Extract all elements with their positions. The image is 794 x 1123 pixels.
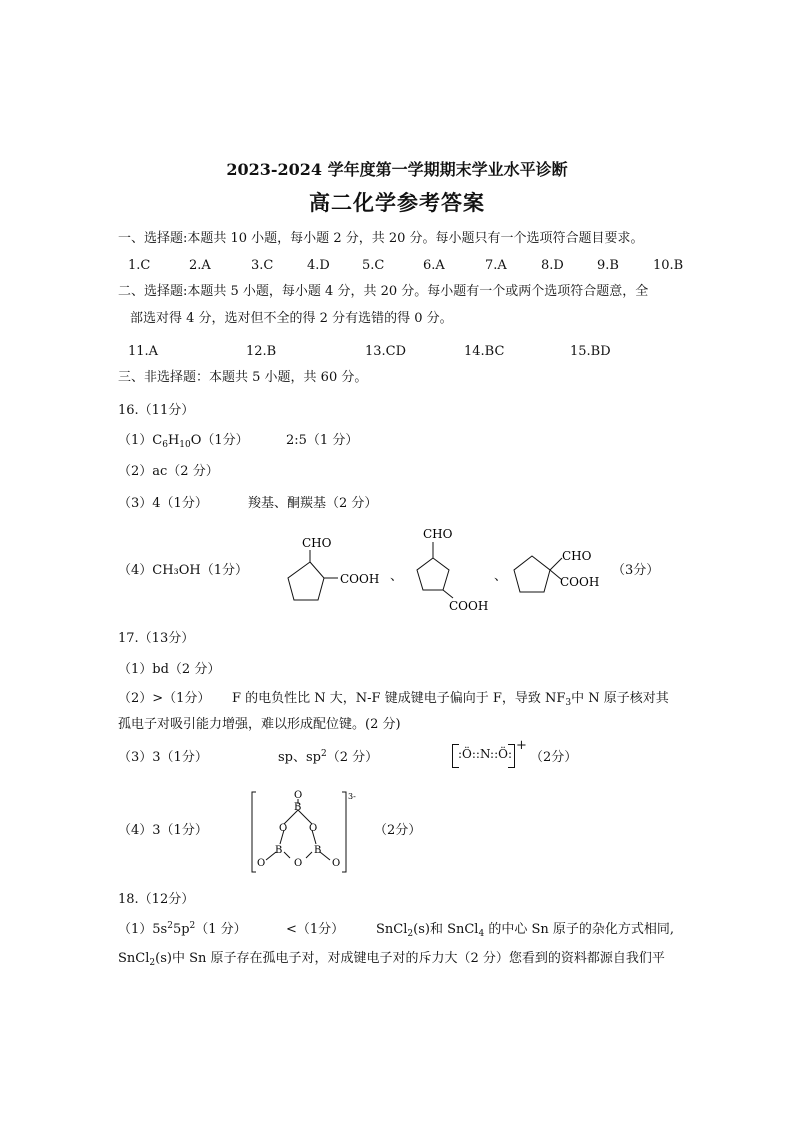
q16-line1-right: 2:5（1 分） <box>286 433 359 448</box>
bracket-right <box>508 744 515 768</box>
atom-b: B <box>275 845 283 856</box>
q17-l2-right-prefix: F 的电负性比 N 大，N-F 键成键电子偏向于 F，导致 NF <box>232 691 566 706</box>
q16-title: 16.（11分） <box>118 403 195 418</box>
q18-l1c-sub1: 2 <box>407 929 414 939</box>
q17-line3-left: （3）3（1分） <box>118 750 208 765</box>
q17-title: 17.（13分） <box>118 631 195 646</box>
q18-l2-sub: 2 <box>149 958 156 968</box>
q16-line3-left: （3）4（1分） <box>118 496 208 511</box>
q18-line2 <box>118 950 665 968</box>
q18-line1-b: <（1分） <box>286 922 345 937</box>
answer-item: 4.D <box>307 258 330 273</box>
answer-item: 11.A <box>128 344 159 359</box>
q16-l1-suffix: O（1分） <box>190 433 249 448</box>
q18-l1a-prefix: （1）5s <box>118 922 168 937</box>
answer-item: 13.CD <box>365 344 407 359</box>
part1-heading: 一、选择题:本题共 10 小题，每小题 2 分，共 20 分。每小题只有一个选项符合题目要求。 <box>118 231 644 246</box>
answer-item: 10.B <box>653 258 684 273</box>
lewis-charge: + <box>516 738 527 753</box>
q17-line1: （1）bd（2 分） <box>118 662 221 677</box>
structure-cyclopentane-3 <box>508 540 618 600</box>
q17-l2-right-suffix: 中 N 原子核对其 <box>571 691 669 706</box>
q17-l3-mid-prefix: sp、sp <box>278 750 321 765</box>
part2-heading-line2: 部选对得 4 分，选对但不全的得 2 分有选错的得 0 分。 <box>130 311 453 326</box>
structure-b3o6-ring <box>246 786 366 878</box>
q16-line4-left: （4）CH₃OH（1分） <box>118 563 249 578</box>
atom-o: O <box>279 823 288 834</box>
answer-item: 5.C <box>362 258 385 273</box>
answer-item: 15.BD <box>570 344 611 359</box>
cooh-label: COOH <box>560 575 600 589</box>
q18-l1c-sub2: 4 <box>478 929 485 939</box>
part1-answer-row <box>128 257 688 275</box>
atom-b: B <box>294 802 302 813</box>
q17-line4-score: （2分） <box>374 823 422 838</box>
lewis-formula: :Ö::N::Ö: <box>458 747 513 761</box>
q17-l3-mid-suffix: （2 分） <box>326 750 379 765</box>
cooh-label: COOH <box>449 599 489 613</box>
atom-b: B <box>314 845 322 856</box>
q18-l2-prefix: SnCl <box>118 951 150 966</box>
page-title: 2023-2024 学年度第一学期期末学业水平诊断 <box>226 160 568 179</box>
cho-label: CHO <box>562 549 592 563</box>
q16-separator: 、 <box>390 569 404 584</box>
q17-line2-right <box>232 690 669 708</box>
answer-item: 9.B <box>597 258 619 273</box>
atom-o: O <box>294 790 303 801</box>
structure-cyclopentane-1 <box>280 520 400 610</box>
q18-l1c-prefix: SnCl <box>376 922 408 937</box>
cho-label: CHO <box>302 536 332 550</box>
answer-item: 6.A <box>423 258 445 273</box>
q16-l1-sub1: 6 <box>162 440 168 450</box>
page-subtitle: 高二化学参考答案 <box>309 190 485 215</box>
q18-l1a-suffix: （1 分） <box>195 922 247 937</box>
q16-separator: 、 <box>494 569 508 584</box>
q18-l1a-sup1: 2 <box>167 921 173 931</box>
answer-item: 7.A <box>485 258 507 273</box>
q17-line3-score: （2分） <box>530 750 578 765</box>
q18-title: 18.（12分） <box>118 892 195 907</box>
cho-label: CHO <box>423 527 453 541</box>
answer-item: 12.B <box>246 344 277 359</box>
answer-item: 3.C <box>251 258 274 273</box>
q17-line2-left: （2）>（1分） <box>118 691 211 706</box>
answer-item: 2.A <box>189 258 211 273</box>
q16-l1-prefix: （1）C <box>118 433 163 448</box>
atom-o: O <box>332 858 341 869</box>
q18-l2-suffix: (s)中 Sn 原子存在孤电子对，对成键电子对的斥力大（2 分）您看到的资料都源自我们平 <box>155 951 665 966</box>
part2-heading-line1: 二、选择题:本题共 5 小题，每小题 4 分，共 20 分。每小题有一个或两个选项符合题意，全 <box>118 284 649 299</box>
ring-charge: 3- <box>348 792 356 801</box>
q18-l1a-mid: 5p <box>172 922 190 937</box>
lewis-structure-no2-plus <box>452 738 527 768</box>
q17-line4-left: （4）3（1分） <box>118 823 208 838</box>
q18-line1-a <box>118 921 247 939</box>
atom-o: O <box>309 823 318 834</box>
cooh-label: COOH <box>340 572 380 586</box>
q16-l1-sub2: 10 <box>179 440 191 450</box>
q16-line2: （2）ac（2 分） <box>118 464 219 479</box>
structure-cyclopentane-2 <box>405 522 508 617</box>
answer-item: 14.BC <box>464 344 505 359</box>
q18-l1a-sup2: 2 <box>189 921 196 931</box>
q17-line2-cont: 孤电子对吸引能力增强，难以形成配位键。(2 分) <box>118 717 401 732</box>
part2-answer-row <box>128 343 628 361</box>
q17-l3-mid-sup: 2 <box>321 749 327 759</box>
q17-l2-right-sub: 3 <box>565 698 572 708</box>
q16-line4-score: （3分） <box>612 563 660 578</box>
q16-line1-left <box>118 432 249 450</box>
q18-line1-c <box>376 921 674 939</box>
part3-heading: 三、非选择题：本题共 5 小题，共 60 分。 <box>118 370 368 385</box>
q16-l1-mid: H <box>167 433 180 448</box>
answer-item: 1.C <box>128 258 151 273</box>
q17-line3-mid <box>278 749 378 767</box>
q18-l1c-suffix: 的中心 Sn 原子的杂化方式相同, <box>484 922 675 937</box>
atom-o: O <box>294 858 303 869</box>
answer-item: 8.D <box>541 258 564 273</box>
atom-o: O <box>257 858 266 869</box>
q18-l1c-mid: (s)和 SnCl <box>413 922 479 937</box>
q16-line3-right: 羧基、酮羰基（2 分） <box>248 496 378 511</box>
